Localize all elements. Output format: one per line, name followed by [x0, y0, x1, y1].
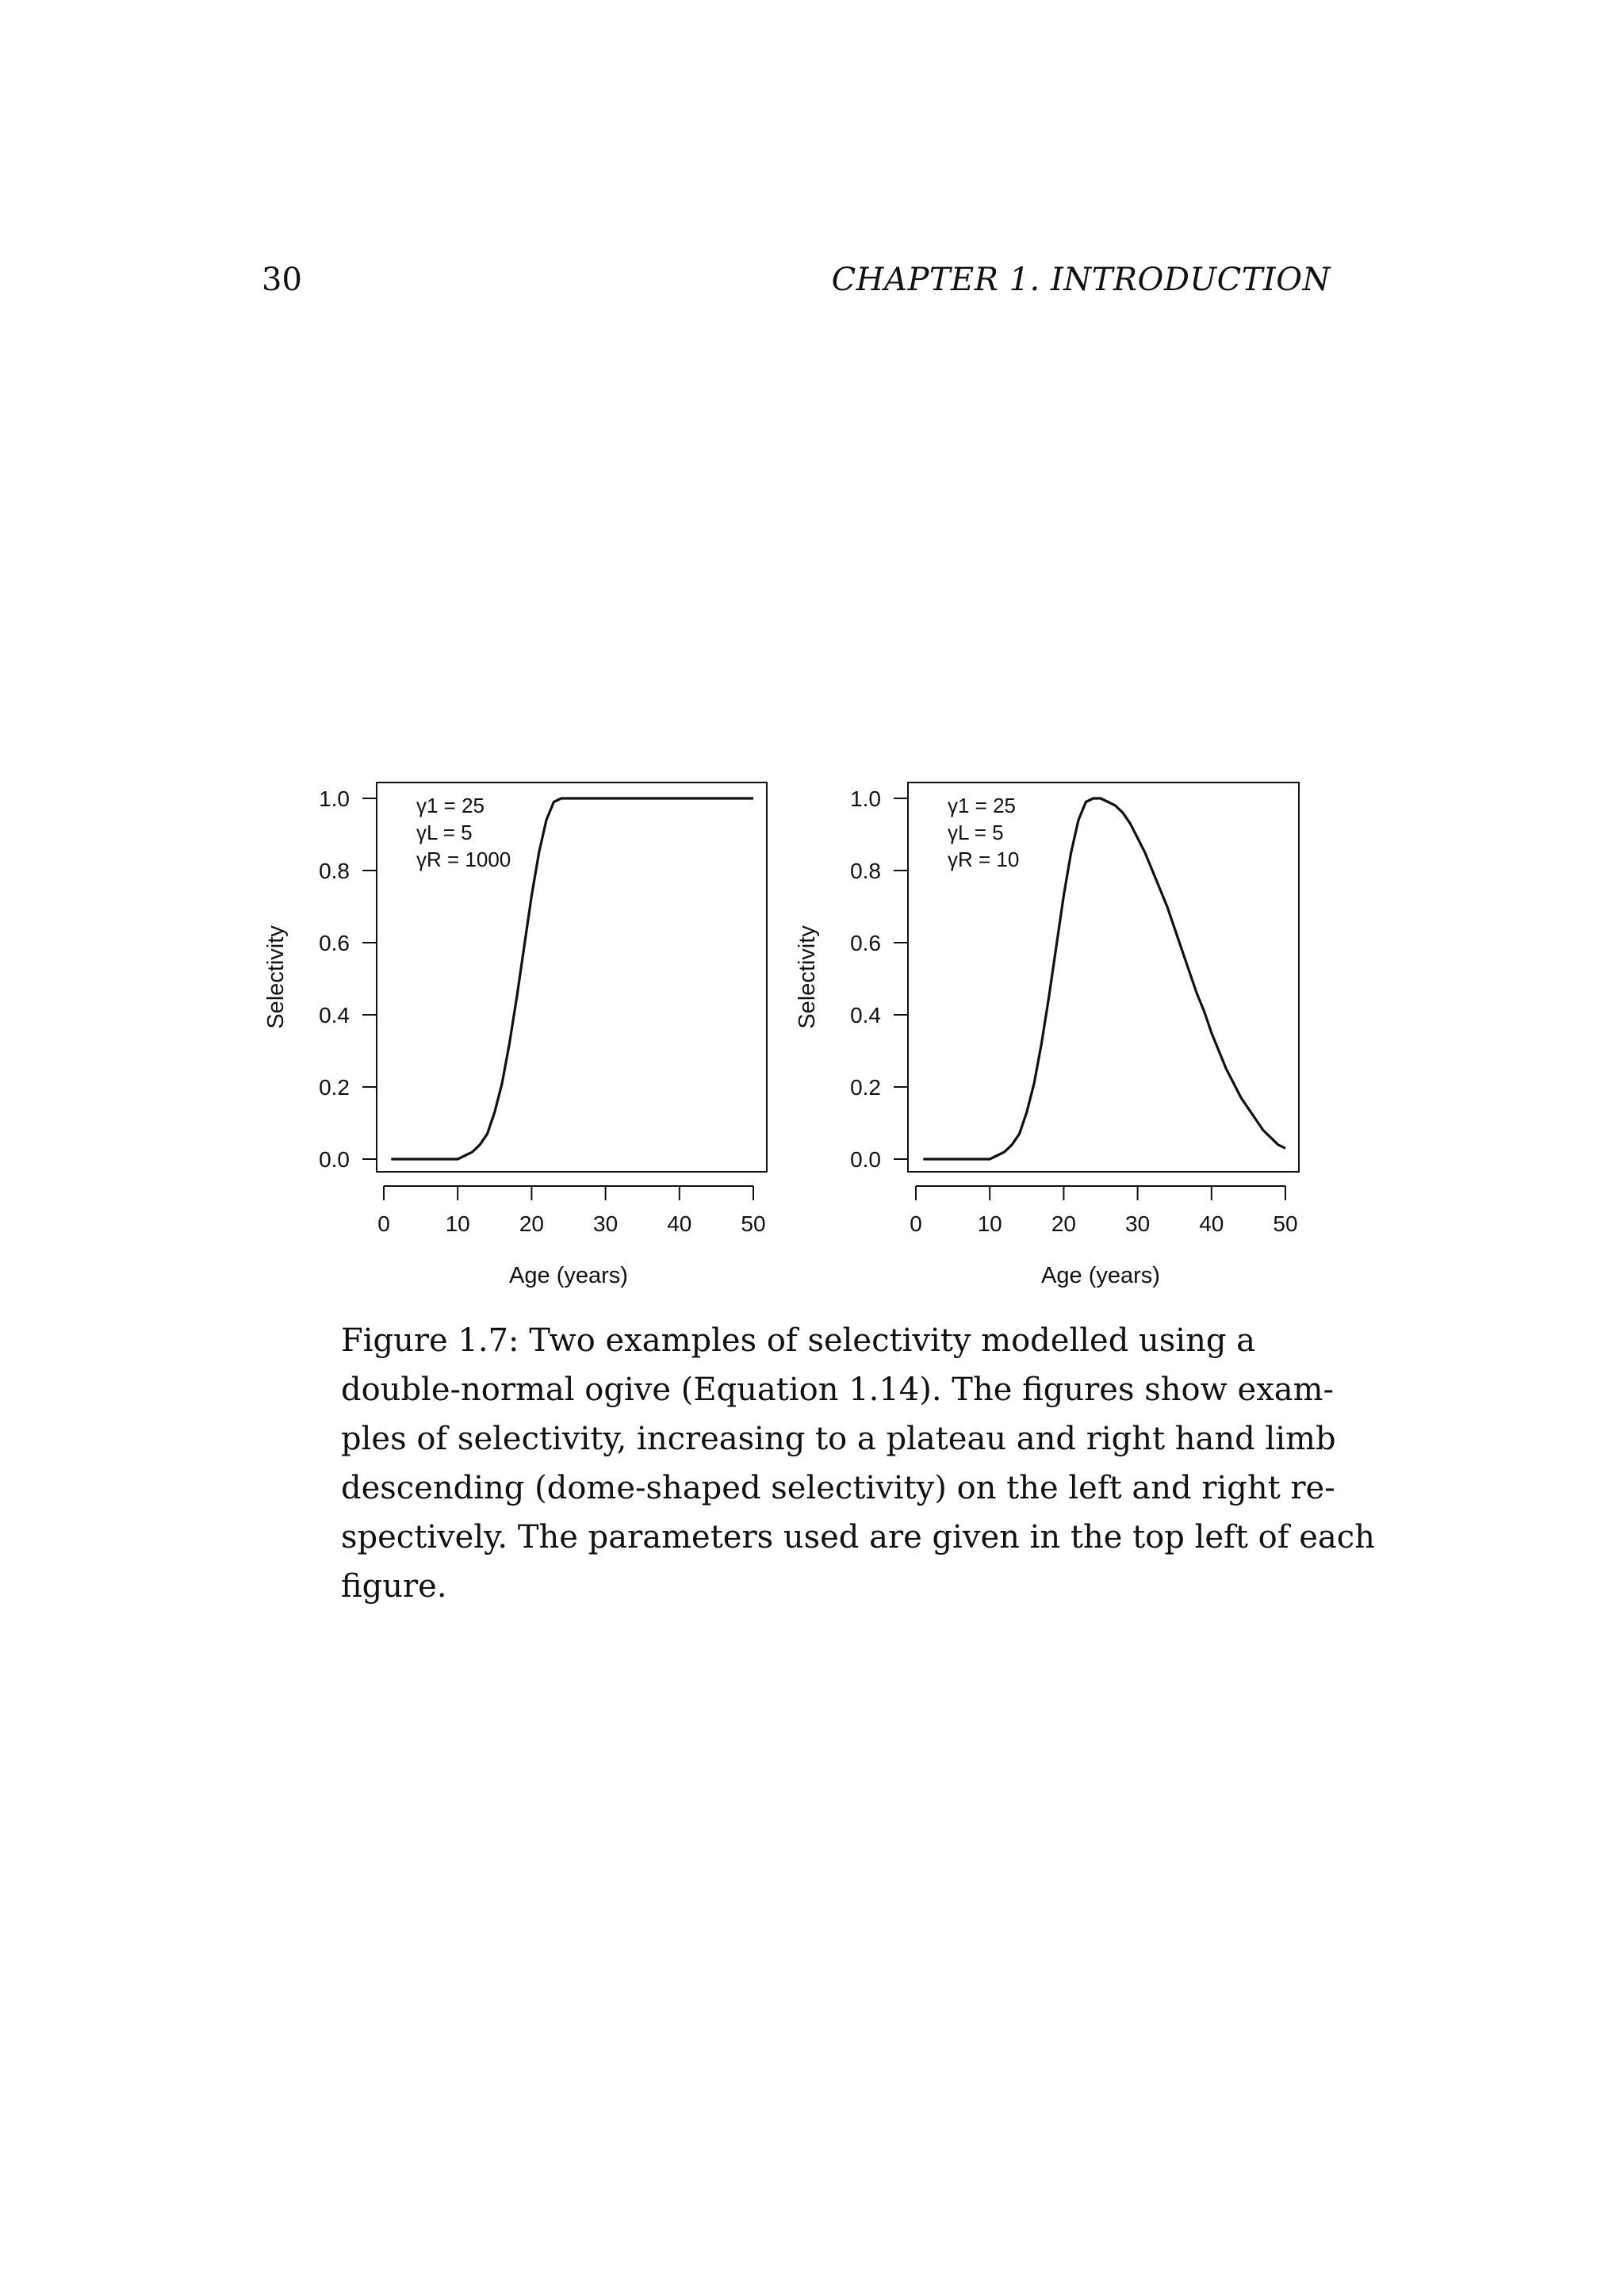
parameter-label: γ1 = 25	[416, 794, 485, 817]
caption-line: double-normal ogive (Equation 1.14). The figures show exam-	[341, 1372, 1335, 1408]
chart-panel-right	[795, 783, 1299, 1288]
x-tick-label: 40	[667, 1211, 692, 1236]
x-tick-label: 50	[1273, 1211, 1298, 1236]
y-tick-label: 0.0	[319, 1147, 350, 1172]
caption-line: descending (dome-shaped selectivity) on the left and right re-	[341, 1470, 1335, 1506]
x-tick-label: 20	[519, 1211, 544, 1236]
x-tick-label: 40	[1199, 1211, 1224, 1236]
y-tick-label: 0.2	[319, 1075, 350, 1100]
x-tick-label: 30	[593, 1211, 619, 1236]
caption-line: Figure 1.7: Two examples of selectivity modelled using a	[341, 1322, 1256, 1359]
y-tick-label: 0.6	[850, 931, 881, 955]
figure-caption	[341, 1316, 1375, 1611]
x-axis-title: Age (years)	[1041, 1263, 1160, 1288]
y-axis-title: Selectivity	[795, 925, 820, 1029]
caption-line: spectively. The parameters used are given in the top left of each	[341, 1519, 1375, 1556]
x-tick-label: 10	[977, 1211, 1002, 1236]
y-tick-label: 0.4	[319, 1003, 350, 1027]
x-tick-label: 30	[1125, 1211, 1151, 1236]
y-tick-label: 0.2	[850, 1075, 881, 1100]
parameter-label: γR = 1000	[416, 848, 511, 871]
y-tick-label: 0.8	[319, 859, 350, 883]
y-tick-label: 1.0	[319, 786, 350, 811]
x-tick-label: 20	[1051, 1211, 1076, 1236]
chart-panel-left	[263, 783, 767, 1288]
page-number: 30	[262, 262, 302, 298]
parameter-label: γL = 5	[416, 821, 473, 844]
x-tick-label: 10	[445, 1211, 470, 1236]
parameter-label: γL = 5	[948, 821, 1004, 844]
x-tick-label: 0	[377, 1211, 390, 1236]
running-header: CHAPTER 1. INTRODUCTION	[831, 262, 1331, 298]
caption-line: ples of selectivity, increasing to a plateau and right hand limb	[341, 1421, 1336, 1457]
caption-line: figure.	[341, 1568, 447, 1605]
x-tick-label: 0	[910, 1211, 922, 1236]
y-tick-label: 0.8	[850, 859, 881, 883]
x-tick-label: 50	[741, 1211, 766, 1236]
y-tick-label: 1.0	[850, 786, 881, 811]
x-axis-title: Age (years)	[509, 1263, 628, 1288]
y-tick-label: 0.4	[850, 1003, 881, 1027]
y-tick-label: 0.0	[850, 1147, 881, 1172]
y-tick-label: 0.6	[319, 931, 350, 955]
y-axis-title: Selectivity	[263, 925, 289, 1029]
parameter-label: γR = 10	[948, 848, 1020, 871]
parameter-label: γ1 = 25	[948, 794, 1017, 817]
